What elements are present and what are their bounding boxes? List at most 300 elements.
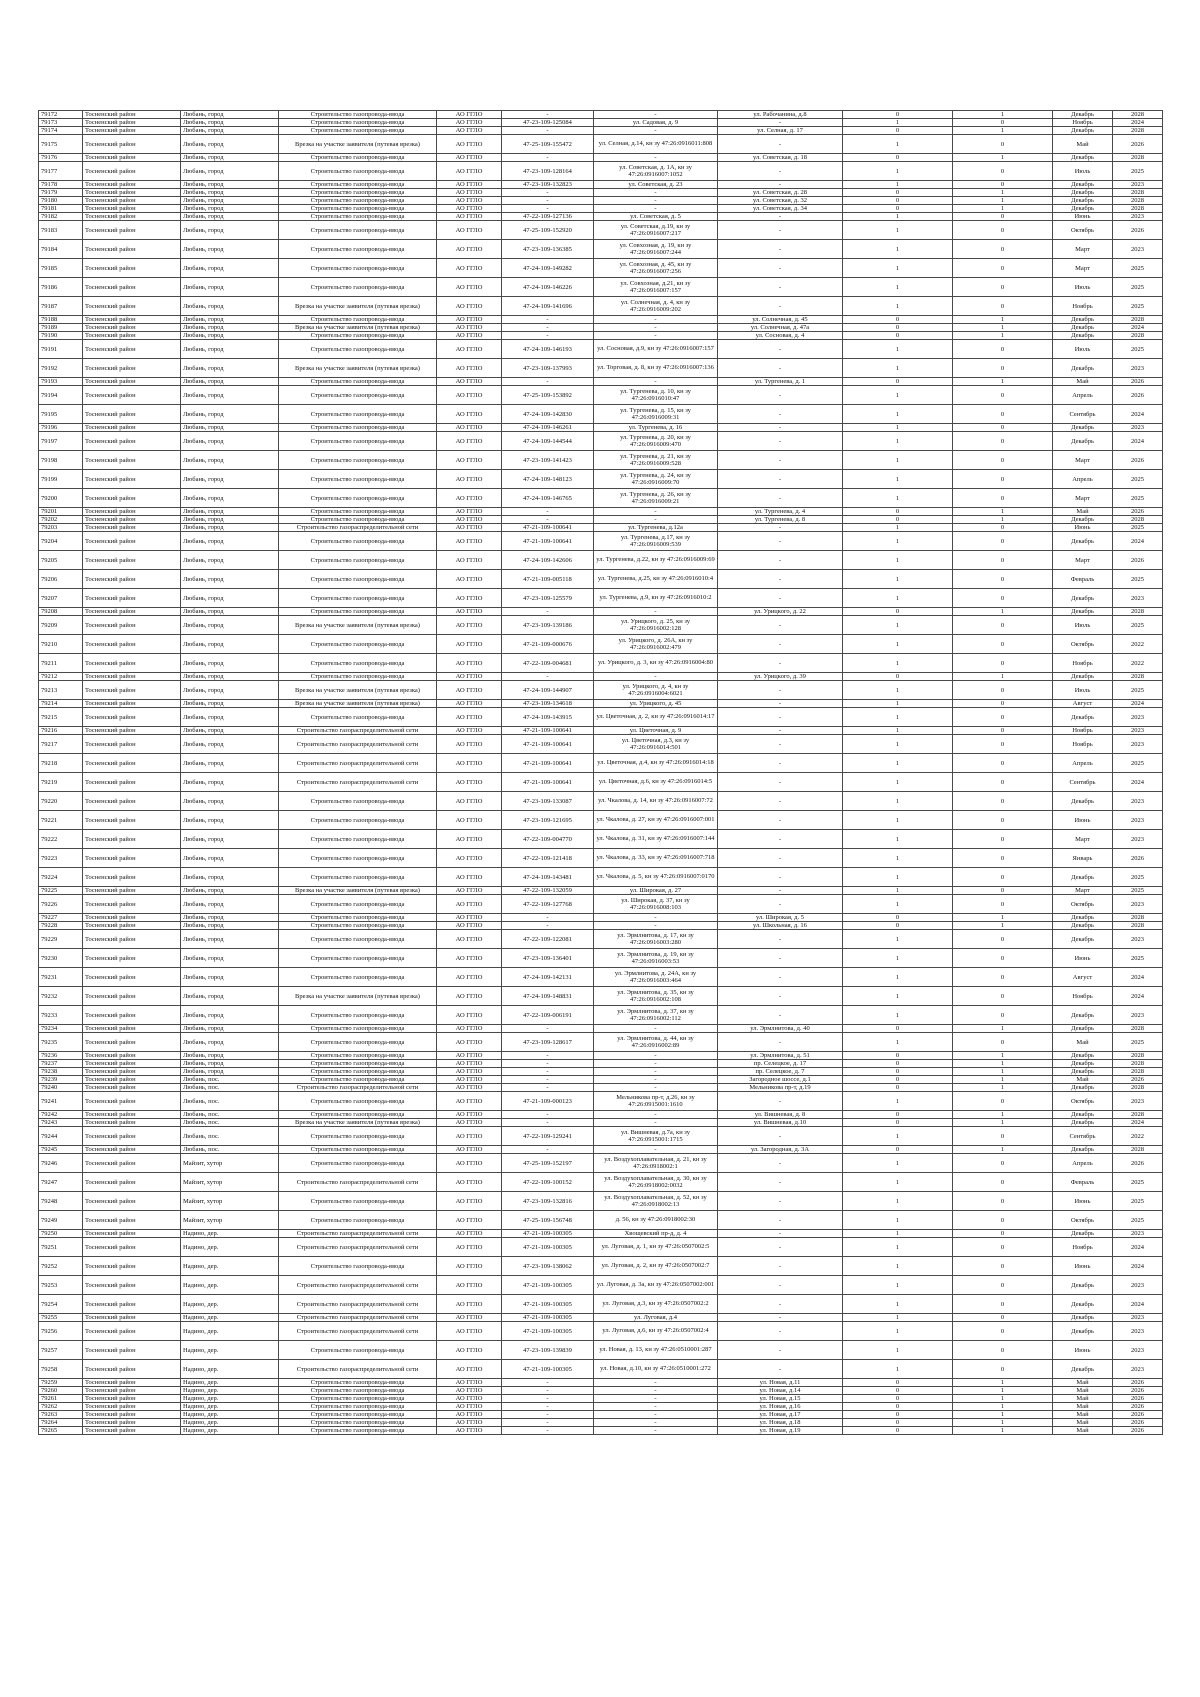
cell-application-number: 47-21-109-100305: [502, 1230, 594, 1238]
cell-year: 2024: [1113, 968, 1163, 987]
cell-address: ул. Тургенева, д. 8: [718, 516, 843, 524]
cell-flag-b: 0: [953, 570, 1053, 589]
cell-month: Декабрь: [1053, 332, 1113, 340]
cell-year: 2023: [1113, 735, 1163, 754]
cell-company: АО ГГЛО: [437, 359, 502, 378]
cell-application-number: -: [502, 914, 594, 922]
cell-month: Ноябрь: [1053, 727, 1113, 735]
cell-company: АО ГГЛО: [437, 386, 502, 405]
cell-flag-b: 0: [953, 119, 1053, 127]
cell-flag-a: 1: [843, 849, 953, 868]
cell-company: АО ГГЛО: [437, 316, 502, 324]
cell-flag-b: 0: [953, 792, 1053, 811]
table-row: [39, 551, 1163, 570]
cell-company: АО ГГЛО: [437, 516, 502, 524]
cell-flag-b: 0: [953, 700, 1053, 708]
cell-cadastral-address: -: [594, 608, 718, 616]
cell-cadastral-address: ул. Тургенева, д. 26, кн зу 47:26:0916009:21: [594, 489, 718, 508]
cell-row-id: 79185: [39, 259, 83, 278]
cell-flag-a: 1: [843, 340, 953, 359]
cell-row-id: 79248: [39, 1192, 83, 1211]
cell-cadastral-address: ул. Советская, д. 1А, кн зу 47:26:0916007:1052: [594, 162, 718, 181]
cell-district: Тосненский район: [83, 1419, 181, 1427]
cell-locality: Любань, город: [181, 189, 279, 197]
cell-work-type: Строительство газопровода-ввода: [279, 189, 437, 197]
table-row: [39, 1427, 1163, 1435]
cell-row-id: 79264: [39, 1419, 83, 1427]
cell-cadastral-address: -: [594, 922, 718, 930]
cell-row-id: 79244: [39, 1127, 83, 1146]
cell-flag-a: 0: [843, 1068, 953, 1076]
cell-row-id: 79221: [39, 811, 83, 830]
cell-application-number: -: [502, 1146, 594, 1154]
cell-company: АО ГГЛО: [437, 470, 502, 489]
cell-work-type: Строительство газопровода-ввода: [279, 181, 437, 189]
cell-locality: Любань, город: [181, 887, 279, 895]
cell-month: Декабрь: [1053, 868, 1113, 887]
cell-locality: Любань, город: [181, 811, 279, 830]
cell-year: 2026: [1113, 1403, 1163, 1411]
cell-company: АО ГГЛО: [437, 811, 502, 830]
cell-flag-a: 0: [843, 1419, 953, 1427]
cell-locality: Любань, город: [181, 551, 279, 570]
cell-application-number: 47-24-109-149282: [502, 259, 594, 278]
cell-company: АО ГГЛО: [437, 1276, 502, 1295]
cell-flag-b: 0: [953, 773, 1053, 792]
cell-row-id: 79173: [39, 119, 83, 127]
cell-row-id: 79235: [39, 1033, 83, 1052]
cell-year: 2024: [1113, 532, 1163, 551]
cell-company: АО ГГЛО: [437, 205, 502, 213]
cell-cadastral-address: ул. Эрмлнитова, д. 24А, кн зу 47:26:0916003:464: [594, 968, 718, 987]
cell-application-number: -: [502, 1387, 594, 1395]
cell-cadastral-address: ул. Цветочная, д.4, кн зу 47:26:0916014:18: [594, 754, 718, 773]
cell-district: Тосненский район: [83, 1068, 181, 1076]
cell-flag-a: 0: [843, 1119, 953, 1127]
cell-application-number: 47-21-109-100305: [502, 1360, 594, 1379]
cell-flag-a: 1: [843, 570, 953, 589]
cell-flag-a: 1: [843, 297, 953, 316]
cell-district: Тосненский район: [83, 1006, 181, 1025]
cell-row-id: 79182: [39, 213, 83, 221]
cell-application-number: -: [502, 508, 594, 516]
cell-year: 2024: [1113, 1119, 1163, 1127]
cell-flag-a: 1: [843, 386, 953, 405]
cell-row-id: 79214: [39, 700, 83, 708]
cell-month: Декабрь: [1053, 1314, 1113, 1322]
cell-year: 2023: [1113, 181, 1163, 189]
cell-company: АО ГГЛО: [437, 830, 502, 849]
cell-work-type: Строительство газопровода-ввода: [279, 1154, 437, 1173]
cell-flag-a: 1: [843, 708, 953, 727]
cell-flag-b: 1: [953, 189, 1053, 197]
cell-company: АО ГГЛО: [437, 949, 502, 968]
cell-work-type: Строительство газопровода-ввода: [279, 1341, 437, 1360]
cell-address: ул. Новая, д.18: [718, 1419, 843, 1427]
cell-address: ул. Школьная, д. 16: [718, 922, 843, 930]
cell-company: АО ГГЛО: [437, 1419, 502, 1427]
table-row: [39, 340, 1163, 359]
cell-cadastral-address: ул. Эрмлнитова, д. 37, кн зу 47:26:0916002:112: [594, 1006, 718, 1025]
cell-address: -: [718, 987, 843, 1006]
cell-row-id: 79200: [39, 489, 83, 508]
cell-flag-a: 0: [843, 332, 953, 340]
cell-year: 2028: [1113, 154, 1163, 162]
cell-row-id: 79208: [39, 608, 83, 616]
cell-month: Декабрь: [1053, 324, 1113, 332]
table-row: [39, 221, 1163, 240]
cell-application-number: 47-22-109-100152: [502, 1173, 594, 1192]
cell-work-type: Строительство газопровода-ввода: [279, 1257, 437, 1276]
cell-application-number: 47-22-109-127768: [502, 895, 594, 914]
cell-application-number: 47-21-109-100305: [502, 1322, 594, 1341]
cell-cadastral-address: ул. Широкая, д. 37, кн зу 47:26:0916008:103: [594, 895, 718, 914]
cell-month: Июнь: [1053, 1257, 1113, 1276]
cell-application-number: 47-24-109-141696: [502, 297, 594, 316]
cell-work-type: Врезка на участке заявителя (путевая врезка): [279, 887, 437, 895]
cell-row-id: 79250: [39, 1230, 83, 1238]
cell-month: Май: [1053, 508, 1113, 516]
cell-application-number: 47-21-109-100641: [502, 524, 594, 532]
table-row: [39, 1025, 1163, 1033]
cell-locality: Любань, город: [181, 386, 279, 405]
cell-month: Декабрь: [1053, 1322, 1113, 1341]
cell-cadastral-address: -: [594, 1111, 718, 1119]
cell-address: -: [718, 1173, 843, 1192]
cell-work-type: Строительство газопровода-ввода: [279, 654, 437, 673]
cell-month: Декабрь: [1053, 1111, 1113, 1119]
cell-cadastral-address: ул. Эрмлнитова, д. 19, кн зу 47:26:0916003:53: [594, 949, 718, 968]
cell-company: АО ГГЛО: [437, 792, 502, 811]
cell-locality: Любань, город: [181, 1025, 279, 1033]
cell-address: ул. Вишневая, д.10: [718, 1119, 843, 1127]
table-row: [39, 1360, 1163, 1379]
cell-flag-a: 1: [843, 135, 953, 154]
cell-application-number: 47-23-109-125084: [502, 119, 594, 127]
cell-application-number: 47-21-109-100305: [502, 1238, 594, 1257]
cell-flag-a: 1: [843, 1322, 953, 1341]
cell-flag-a: 1: [843, 1314, 953, 1322]
cell-application-number: -: [502, 1084, 594, 1092]
cell-locality: Любань, город: [181, 968, 279, 987]
cell-flag-b: 0: [953, 868, 1053, 887]
cell-flag-b: 1: [953, 378, 1053, 386]
cell-month: Декабрь: [1053, 673, 1113, 681]
cell-work-type: Строительство газопровода-ввода: [279, 1146, 437, 1154]
cell-flag-a: 1: [843, 868, 953, 887]
cell-year: 2025: [1113, 489, 1163, 508]
cell-row-id: 79176: [39, 154, 83, 162]
cell-cadastral-address: ул. Тургенева, д.12а: [594, 524, 718, 532]
cell-locality: Любань, город: [181, 221, 279, 240]
cell-work-type: Строительство газопровода-ввода: [279, 1052, 437, 1060]
table-row: [39, 922, 1163, 930]
cell-locality: Любань, пос.: [181, 1146, 279, 1154]
cell-flag-a: 1: [843, 1092, 953, 1111]
cell-flag-b: 0: [953, 1295, 1053, 1314]
cell-year: 2025: [1113, 868, 1163, 887]
cell-address: -: [718, 849, 843, 868]
cell-work-type: Строительство газораспределительной сети: [279, 1314, 437, 1322]
table-row: [39, 516, 1163, 524]
cell-company: АО ГГЛО: [437, 197, 502, 205]
cell-company: АО ГГЛО: [437, 1052, 502, 1060]
table-row: [39, 1257, 1163, 1276]
cell-year: 2023: [1113, 240, 1163, 259]
table-row: [39, 849, 1163, 868]
cell-locality: Надино, дер.: [181, 1276, 279, 1295]
cell-application-number: -: [502, 189, 594, 197]
cell-flag-b: 0: [953, 1211, 1053, 1230]
cell-flag-b: 0: [953, 424, 1053, 432]
cell-year: 2023: [1113, 1092, 1163, 1111]
cell-application-number: 47-21-109-005118: [502, 570, 594, 589]
cell-application-number: -: [502, 127, 594, 135]
cell-row-id: 79226: [39, 895, 83, 914]
cell-row-id: 79180: [39, 197, 83, 205]
cell-month: Май: [1053, 1395, 1113, 1403]
cell-month: Декабрь: [1053, 316, 1113, 324]
table-row: [39, 135, 1163, 154]
cell-district: Тосненский район: [83, 221, 181, 240]
cell-district: Тосненский район: [83, 240, 181, 259]
cell-flag-b: 1: [953, 154, 1053, 162]
cell-flag-a: 1: [843, 830, 953, 849]
cell-application-number: -: [502, 324, 594, 332]
cell-work-type: Врезка на участке заявителя (путевая врезка): [279, 1119, 437, 1127]
cell-district: Тосненский район: [83, 1395, 181, 1403]
cell-month: Июнь: [1053, 524, 1113, 532]
cell-district: Тосненский район: [83, 386, 181, 405]
cell-application-number: 47-23-109-141423: [502, 451, 594, 470]
cell-district: Тосненский район: [83, 1257, 181, 1276]
cell-flag-a: 0: [843, 1025, 953, 1033]
cell-application-number: 47-21-109-100641: [502, 727, 594, 735]
cell-locality: Любань, пос.: [181, 1127, 279, 1146]
cell-flag-b: 0: [953, 524, 1053, 532]
cell-address: -: [718, 589, 843, 608]
cell-cadastral-address: -: [594, 1419, 718, 1427]
cell-company: АО ГГЛО: [437, 162, 502, 181]
cell-row-id: 79183: [39, 221, 83, 240]
cell-address: ул. Советская, д. 28: [718, 189, 843, 197]
cell-application-number: -: [502, 1119, 594, 1127]
cell-year: 2028: [1113, 1052, 1163, 1060]
cell-address: -: [718, 405, 843, 424]
cell-application-number: 47-23-109-139839: [502, 1341, 594, 1360]
cell-cadastral-address: ул. Советская, д. 23: [594, 181, 718, 189]
cell-flag-b: 0: [953, 451, 1053, 470]
cell-flag-b: 0: [953, 754, 1053, 773]
cell-year: 2026: [1113, 135, 1163, 154]
cell-cadastral-address: ул. Эрмлнитова, д. 35, кн зу 47:26:0916002:108: [594, 987, 718, 1006]
table-row: [39, 405, 1163, 424]
cell-address: -: [718, 278, 843, 297]
cell-district: Тосненский район: [83, 616, 181, 635]
table-row: [39, 386, 1163, 405]
cell-cadastral-address: ул. Сосновая, д.9, кн зу 47:26:0916007:157: [594, 340, 718, 359]
cell-address: -: [718, 1192, 843, 1211]
cell-year: 2028: [1113, 205, 1163, 213]
cell-locality: Любань, город: [181, 197, 279, 205]
cell-cadastral-address: ул. Цветочная, д.6, кн зу 47:26:0916014:5: [594, 773, 718, 792]
table-row: [39, 197, 1163, 205]
cell-company: АО ГГЛО: [437, 1060, 502, 1068]
cell-month: Декабрь: [1053, 1068, 1113, 1076]
cell-flag-a: 1: [843, 119, 953, 127]
cell-locality: Любань, город: [181, 830, 279, 849]
cell-flag-a: 1: [843, 700, 953, 708]
cell-cadastral-address: -: [594, 1076, 718, 1084]
cell-cadastral-address: -: [594, 1427, 718, 1435]
cell-locality: Любань, город: [181, 324, 279, 332]
cell-work-type: Строительство газораспределительной сети: [279, 754, 437, 773]
cell-locality: Любань, город: [181, 213, 279, 221]
cell-company: АО ГГЛО: [437, 405, 502, 424]
cell-district: Тосненский район: [83, 1230, 181, 1238]
cell-locality: Любань, город: [181, 205, 279, 213]
cell-locality: Любань, город: [181, 111, 279, 119]
table-row: [39, 297, 1163, 316]
cell-company: АО ГГЛО: [437, 849, 502, 868]
cell-flag-b: 1: [953, 332, 1053, 340]
cell-company: АО ГГЛО: [437, 508, 502, 516]
cell-address: Мельникова пр-т, д.19: [718, 1084, 843, 1092]
cell-address: ул. Новая, д.11: [718, 1379, 843, 1387]
cell-row-id: 79202: [39, 516, 83, 524]
cell-row-id: 79178: [39, 181, 83, 189]
cell-locality: Любань, город: [181, 162, 279, 181]
cell-month: Сентябрь: [1053, 1127, 1113, 1146]
cell-company: АО ГГЛО: [437, 1238, 502, 1257]
cell-locality: Любань, город: [181, 359, 279, 378]
cell-flag-a: 1: [843, 654, 953, 673]
cell-work-type: Строительство газопровода-ввода: [279, 1411, 437, 1419]
cell-month: Ноябрь: [1053, 1238, 1113, 1257]
cell-cadastral-address: ул. Эрмлнитова, д. 17, кн зу 47:26:0916003:280: [594, 930, 718, 949]
cell-work-type: Врезка на участке заявителя (путевая врезка): [279, 700, 437, 708]
cell-month: Июнь: [1053, 1192, 1113, 1211]
cell-row-id: 79225: [39, 887, 83, 895]
cell-company: АО ГГЛО: [437, 1395, 502, 1403]
cell-month: Июнь: [1053, 1341, 1113, 1360]
table-row: [39, 205, 1163, 213]
cell-company: АО ГГЛО: [437, 111, 502, 119]
cell-work-type: Строительство газопровода-ввода: [279, 405, 437, 424]
cell-month: Июнь: [1053, 811, 1113, 830]
cell-application-number: 47-21-109-100641: [502, 735, 594, 754]
table-row: [39, 968, 1163, 987]
cell-year: 2026: [1113, 1419, 1163, 1427]
cell-company: АО ГГЛО: [437, 1427, 502, 1435]
cell-flag-a: 1: [843, 1192, 953, 1211]
cell-row-id: 79258: [39, 1360, 83, 1379]
cell-address: -: [718, 1276, 843, 1295]
cell-year: 2026: [1113, 221, 1163, 240]
cell-cadastral-address: -: [594, 378, 718, 386]
cell-month: Декабрь: [1053, 1360, 1113, 1379]
cell-company: АО ГГЛО: [437, 727, 502, 735]
cell-application-number: -: [502, 673, 594, 681]
cell-row-id: 79206: [39, 570, 83, 589]
cell-address: ул. Урицкого, д. 22: [718, 608, 843, 616]
table-row: [39, 359, 1163, 378]
cell-cadastral-address: ул. Цветочная, д.3, кн зу 47:26:0916014:501: [594, 735, 718, 754]
cell-work-type: Строительство газопровода-ввода: [279, 154, 437, 162]
cell-work-type: Строительство газопровода-ввода: [279, 119, 437, 127]
cell-cadastral-address: -: [594, 1395, 718, 1403]
cell-year: 2026: [1113, 1411, 1163, 1419]
cell-year: 2024: [1113, 987, 1163, 1006]
cell-application-number: 47-23-109-137993: [502, 359, 594, 378]
cell-cadastral-address: ул. Урицкого, д. 45: [594, 700, 718, 708]
cell-locality: Любань, город: [181, 240, 279, 259]
cell-locality: Любань, город: [181, 451, 279, 470]
cell-flag-a: 1: [843, 930, 953, 949]
cell-year: 2024: [1113, 773, 1163, 792]
cell-month: Декабрь: [1053, 181, 1113, 189]
cell-company: АО ГГЛО: [437, 735, 502, 754]
cell-district: Тосненский район: [83, 1111, 181, 1119]
cell-flag-a: 1: [843, 1033, 953, 1052]
cell-application-number: 47-22-109-127136: [502, 213, 594, 221]
cell-district: Тосненский район: [83, 754, 181, 773]
cell-flag-a: 1: [843, 221, 953, 240]
cell-address: -: [718, 1257, 843, 1276]
cell-address: -: [718, 119, 843, 127]
cell-work-type: Строительство газопровода-ввода: [279, 340, 437, 359]
cell-flag-b: 1: [953, 1084, 1053, 1092]
cell-company: АО ГГЛО: [437, 424, 502, 432]
cell-flag-a: 0: [843, 1403, 953, 1411]
cell-flag-a: 1: [843, 489, 953, 508]
cell-flag-b: 0: [953, 654, 1053, 673]
cell-flag-b: 1: [953, 1387, 1053, 1395]
table-row: [39, 451, 1163, 470]
table-row: [39, 111, 1163, 119]
cell-cadastral-address: ул. Луговая, д. 3а, кн зу 47:26:0507002:001: [594, 1276, 718, 1295]
cell-month: Май: [1053, 1387, 1113, 1395]
cell-company: АО ГГЛО: [437, 570, 502, 589]
cell-locality: Надино, дер.: [181, 1238, 279, 1257]
cell-flag-b: 1: [953, 1060, 1053, 1068]
cell-month: Март: [1053, 240, 1113, 259]
cell-cadastral-address: -: [594, 197, 718, 205]
cell-application-number: 47-24-109-142131: [502, 968, 594, 987]
table-row: [39, 1314, 1163, 1322]
cell-address: -: [718, 532, 843, 551]
cell-district: Тосненский район: [83, 811, 181, 830]
cell-flag-b: 0: [953, 386, 1053, 405]
cell-month: Июнь: [1053, 949, 1113, 968]
cell-flag-a: 1: [843, 1154, 953, 1173]
cell-row-id: 79201: [39, 508, 83, 516]
cell-year: 2025: [1113, 681, 1163, 700]
cell-locality: Любань, город: [181, 922, 279, 930]
cell-flag-b: 0: [953, 830, 1053, 849]
cell-application-number: 47-24-109-146193: [502, 340, 594, 359]
cell-work-type: Строительство газораспределительной сети: [279, 1322, 437, 1341]
cell-flag-b: 1: [953, 508, 1053, 516]
cell-cadastral-address: Мельникова пр-т, д.26, кн зу 47:26:0915001:1610: [594, 1092, 718, 1111]
cell-district: Тосненский район: [83, 359, 181, 378]
cell-address: -: [718, 386, 843, 405]
cell-cadastral-address: -: [594, 1119, 718, 1127]
cell-cadastral-address: ул. Цветочная, д. 2, кн зу 47:26:0916014:17: [594, 708, 718, 727]
cell-district: Тосненский район: [83, 773, 181, 792]
cell-row-id: 79259: [39, 1379, 83, 1387]
cell-address: ул. Вишневая, д. 8: [718, 1111, 843, 1119]
